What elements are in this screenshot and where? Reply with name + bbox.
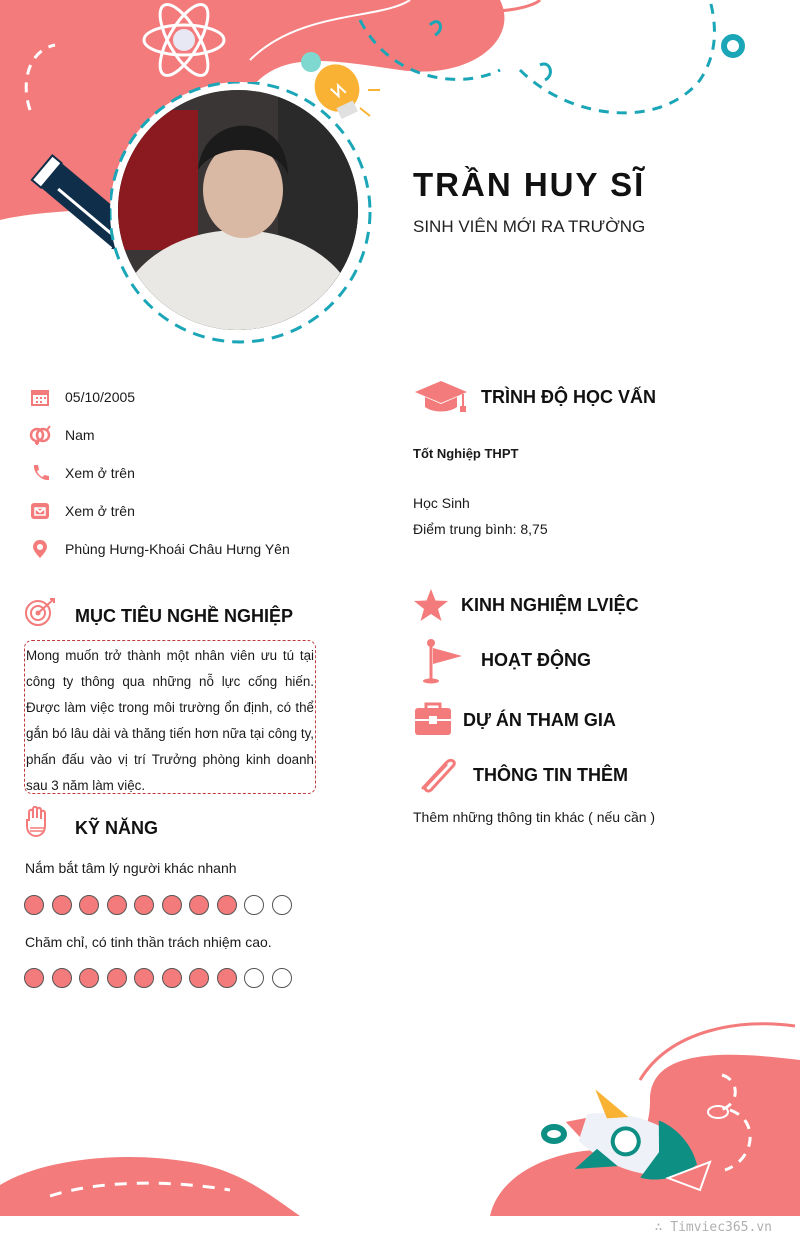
flag-icon <box>420 638 464 684</box>
skills-heading: KỸ NĂNG <box>75 818 159 838</box>
projects-heading: DỰ ÁN THAM GIA <box>463 710 616 730</box>
contact-email <box>28 499 135 523</box>
rating-dot-empty <box>244 895 264 915</box>
phone-icon <box>28 461 52 485</box>
rating-dot-filled <box>189 895 209 915</box>
avatar <box>110 82 378 350</box>
rating-dot-filled <box>52 895 72 915</box>
rating-dot-filled <box>107 895 127 915</box>
skill-name: Chăm chỉ, có tinh thần trách nhiệm cao. <box>25 934 272 950</box>
extra-heading: THÔNG TIN THÊM <box>473 765 628 785</box>
skill-rating <box>24 895 292 915</box>
education-school: Tốt Nghiệp THPT <box>413 446 519 461</box>
contact-gender <box>28 423 95 447</box>
activities-heading: HOẠT ĐỘNG <box>481 650 591 670</box>
star-icon <box>413 588 449 622</box>
extra-text: Thêm những thông tin khác ( nếu cần ) <box>413 809 656 825</box>
location-pin-icon <box>28 537 52 561</box>
education-gpa: Điểm trung bình: 8,75 <box>413 521 548 537</box>
email-icon <box>28 499 52 523</box>
contact-value: Xem ở trên <box>65 465 135 481</box>
calendar-icon <box>28 385 52 409</box>
skill-rating <box>24 968 292 988</box>
contact-address <box>28 537 290 561</box>
education-heading: TRÌNH ĐỘ HỌC VẤN <box>481 387 656 407</box>
paperclip-icon <box>417 754 459 794</box>
objective-text: Mong muốn trở thành một nhân viên ưu tú tại công ty thông qua những nỗ lực cống hiến. Được làm việc trong môi trường ổn định, có thể gắn bó lâu dài và thăng tiến hơn nữa tại công ty, phấn đấu vào vị trí Trưởng phòng kinh doanh sau 3 năm làm việc. <box>24 640 316 794</box>
rating-dot-filled <box>79 895 99 915</box>
contact-value: Nam <box>65 427 95 443</box>
candidate-position: SINH VIÊN MỚI RA TRƯỜNG <box>413 217 646 236</box>
rating-dot-filled <box>217 895 237 915</box>
hand-icon <box>24 806 50 838</box>
contact-value: 05/10/2005 <box>65 389 136 405</box>
profile-photo <box>118 90 358 330</box>
contact-value: Phùng Hưng-Khoái Châu Hưng Yên <box>65 541 290 557</box>
watermark: ∴ Timviec365.vn <box>654 1220 772 1235</box>
rating-dot-filled <box>189 968 209 988</box>
rating-dot-filled <box>52 968 72 988</box>
education-major: Học Sinh <box>413 495 470 511</box>
rating-dot-filled <box>134 968 154 988</box>
rating-dot-filled <box>24 895 44 915</box>
rating-dot-empty <box>272 968 292 988</box>
objective-heading: MỤC TIÊU NGHỀ NGHIỆP <box>75 606 294 626</box>
contact-phone <box>28 461 135 485</box>
contact-dob <box>28 385 135 409</box>
experience-heading: KINH NGHIỆM LVIỆC <box>461 595 639 615</box>
candidate-name: TRẦN HUY SĨ <box>413 166 646 203</box>
gender-icon <box>28 423 52 447</box>
graduation-cap-icon <box>413 379 469 415</box>
rating-dot-empty <box>244 968 264 988</box>
briefcase-icon <box>414 702 452 736</box>
rating-dot-filled <box>162 968 182 988</box>
target-icon <box>24 596 58 628</box>
bottom-decoration <box>0 1010 800 1218</box>
contact-value: Xem ở trên <box>65 503 135 519</box>
rating-dot-empty <box>272 895 292 915</box>
rating-dot-filled <box>134 895 154 915</box>
rating-dot-filled <box>79 968 99 988</box>
rating-dot-filled <box>162 895 182 915</box>
rating-dot-filled <box>24 968 44 988</box>
skill-name: Nắm bắt tâm lý người khác nhanh <box>25 860 237 876</box>
rating-dot-filled <box>217 968 237 988</box>
rating-dot-filled <box>107 968 127 988</box>
